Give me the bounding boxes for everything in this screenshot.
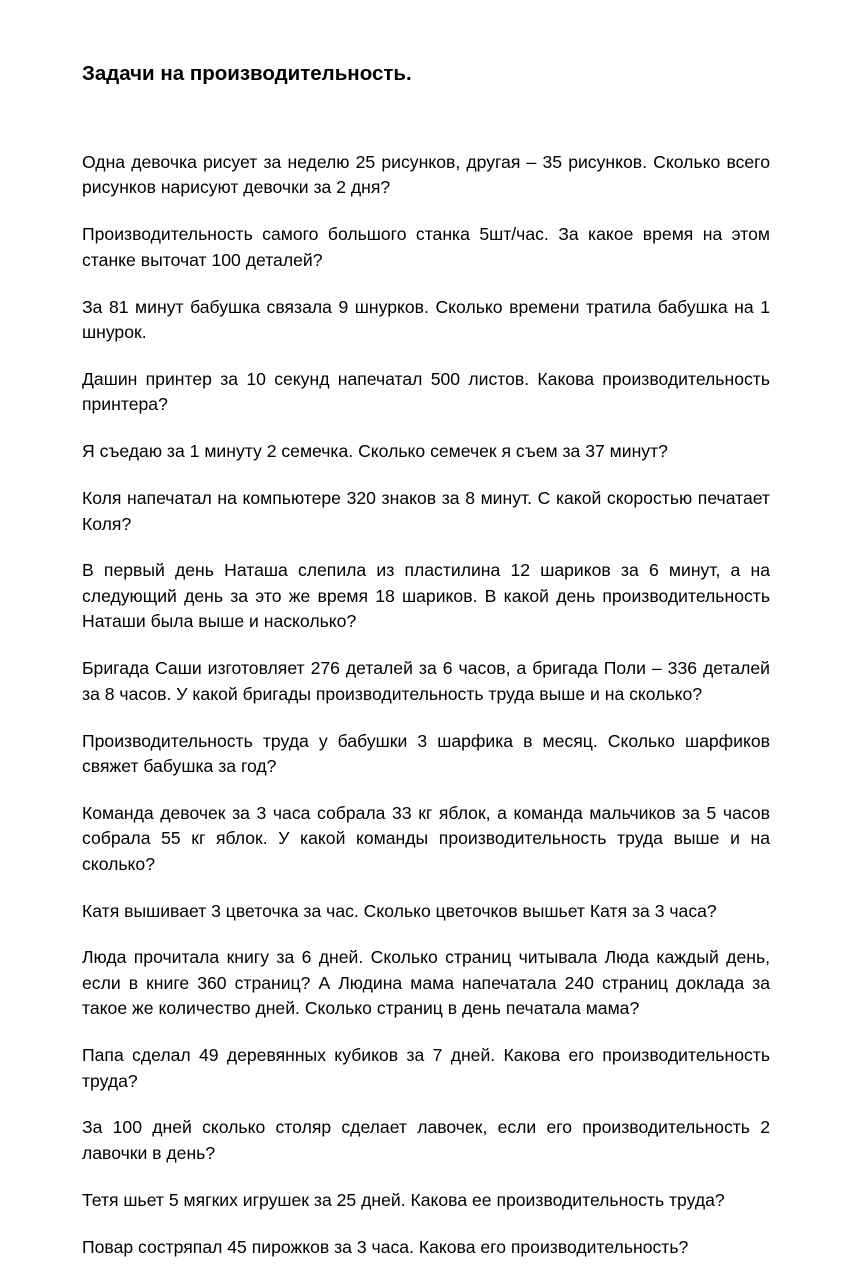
problem-item: Тетя шьет 5 мягких игрушек за 25 дней. Какова ее производительность труда?	[82, 1189, 725, 1210]
problem-item: Папа сделал 49 деревянных кубиков за 7 дней. Какова его производительность труда?	[82, 1045, 770, 1091]
problem-item: Катя вышивает 3 цветочка за час. Сколько цветочков вышьет Катя за 3 часа?	[82, 900, 717, 921]
problem-item: За 81 минут бабушка связала 9 шнурков. Сколько времени тратила бабушка на 1 шнурок.	[82, 296, 770, 343]
problem-item: Люда прочитала книгу за 6 дней. Сколько страниц читывала Люда каждый день, если в книге 360 страниц? А Людина мама напечатала 240 страниц доклада за такое же количество дней. Сколько страниц в день печатала мама?	[82, 947, 770, 1019]
problem-item: За 100 дней сколько столяр сделает лавочек, если его производительность 2 лавочки в день?	[82, 1117, 770, 1163]
problem-item: В первый день Наташа слепила из пластилина 12 шариков за 6 минут, а на следующий день за это же время 18 шариков. В какой день производительность Наташи была выше и насколько?	[82, 560, 770, 632]
problem-item: Производительность труда у бабушки 3 шарфика в месяц. Сколько шарфиков свяжет бабушка за год?	[82, 730, 770, 776]
problem-item: Производительность самого большого станка 5шт/час. За какое время на этом станке выточат 100 деталей?	[82, 224, 770, 270]
problem-item: Бригада Саши изготовляет 276 деталей за 6 часов, а бригада Поли – 336 деталей за 8 часов. У какой бригады производительность труда выше и на сколько?	[82, 658, 770, 704]
problem-item: Команда девочек за 3 часа собрала 33 кг яблок, а команда мальчиков за 5 часов собрала 55 кг яблок. У какой команды производительность труда выше и на сколько?	[82, 802, 770, 874]
problem-item: Повар состряпал 45 пирожков за 3 часа. Какова его производительность?	[82, 1236, 689, 1257]
problem-item: Коля напечатал на компьютере 320 знаков за 8 минут. С какой скоростью печатает Коля?	[82, 488, 770, 534]
problem-list	[82, 150, 770, 1282]
problem-item: Я съедаю за 1 минуту 2 семечка. Сколько семечек я съем за 37 минут?	[82, 441, 668, 462]
page-title: Задачи на производительность.	[82, 62, 412, 85]
problem-item: Одна девочка рисует за неделю 25 рисунков, другая – 35 рисунков. Сколько всего рисунков нарисуют девочки за 2 дня?	[82, 152, 770, 198]
problem-item: Дашин принтер за 10 секунд напечатал 500 листов. Какова производительность принтера?	[82, 368, 770, 415]
